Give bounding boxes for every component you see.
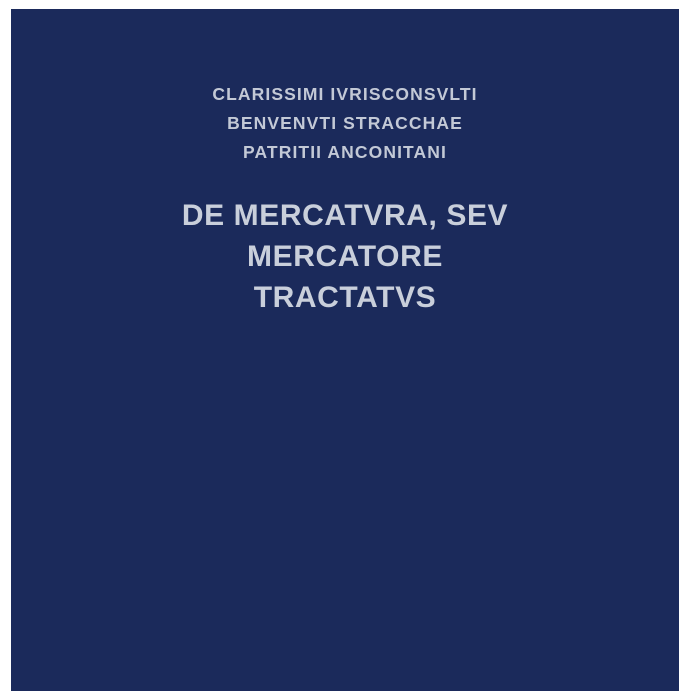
author-line-2: BENVENVTI STRACCHAE [227, 113, 463, 133]
author-line-3: PATRITII ANCONITANI [243, 142, 447, 162]
title-line-2: MERCATORE [247, 240, 443, 273]
author-attribution-block [11, 80, 679, 167]
title-line-3: TRACTATVS [253, 281, 437, 314]
book-cover [11, 9, 679, 691]
title-line-1: DE MERCATVRA, SEV [181, 199, 509, 232]
author-line-1: CLARISSIMI IVRISCONSVLTI [212, 84, 478, 104]
book-cover-content [11, 9, 679, 691]
book-title-block [11, 195, 679, 318]
